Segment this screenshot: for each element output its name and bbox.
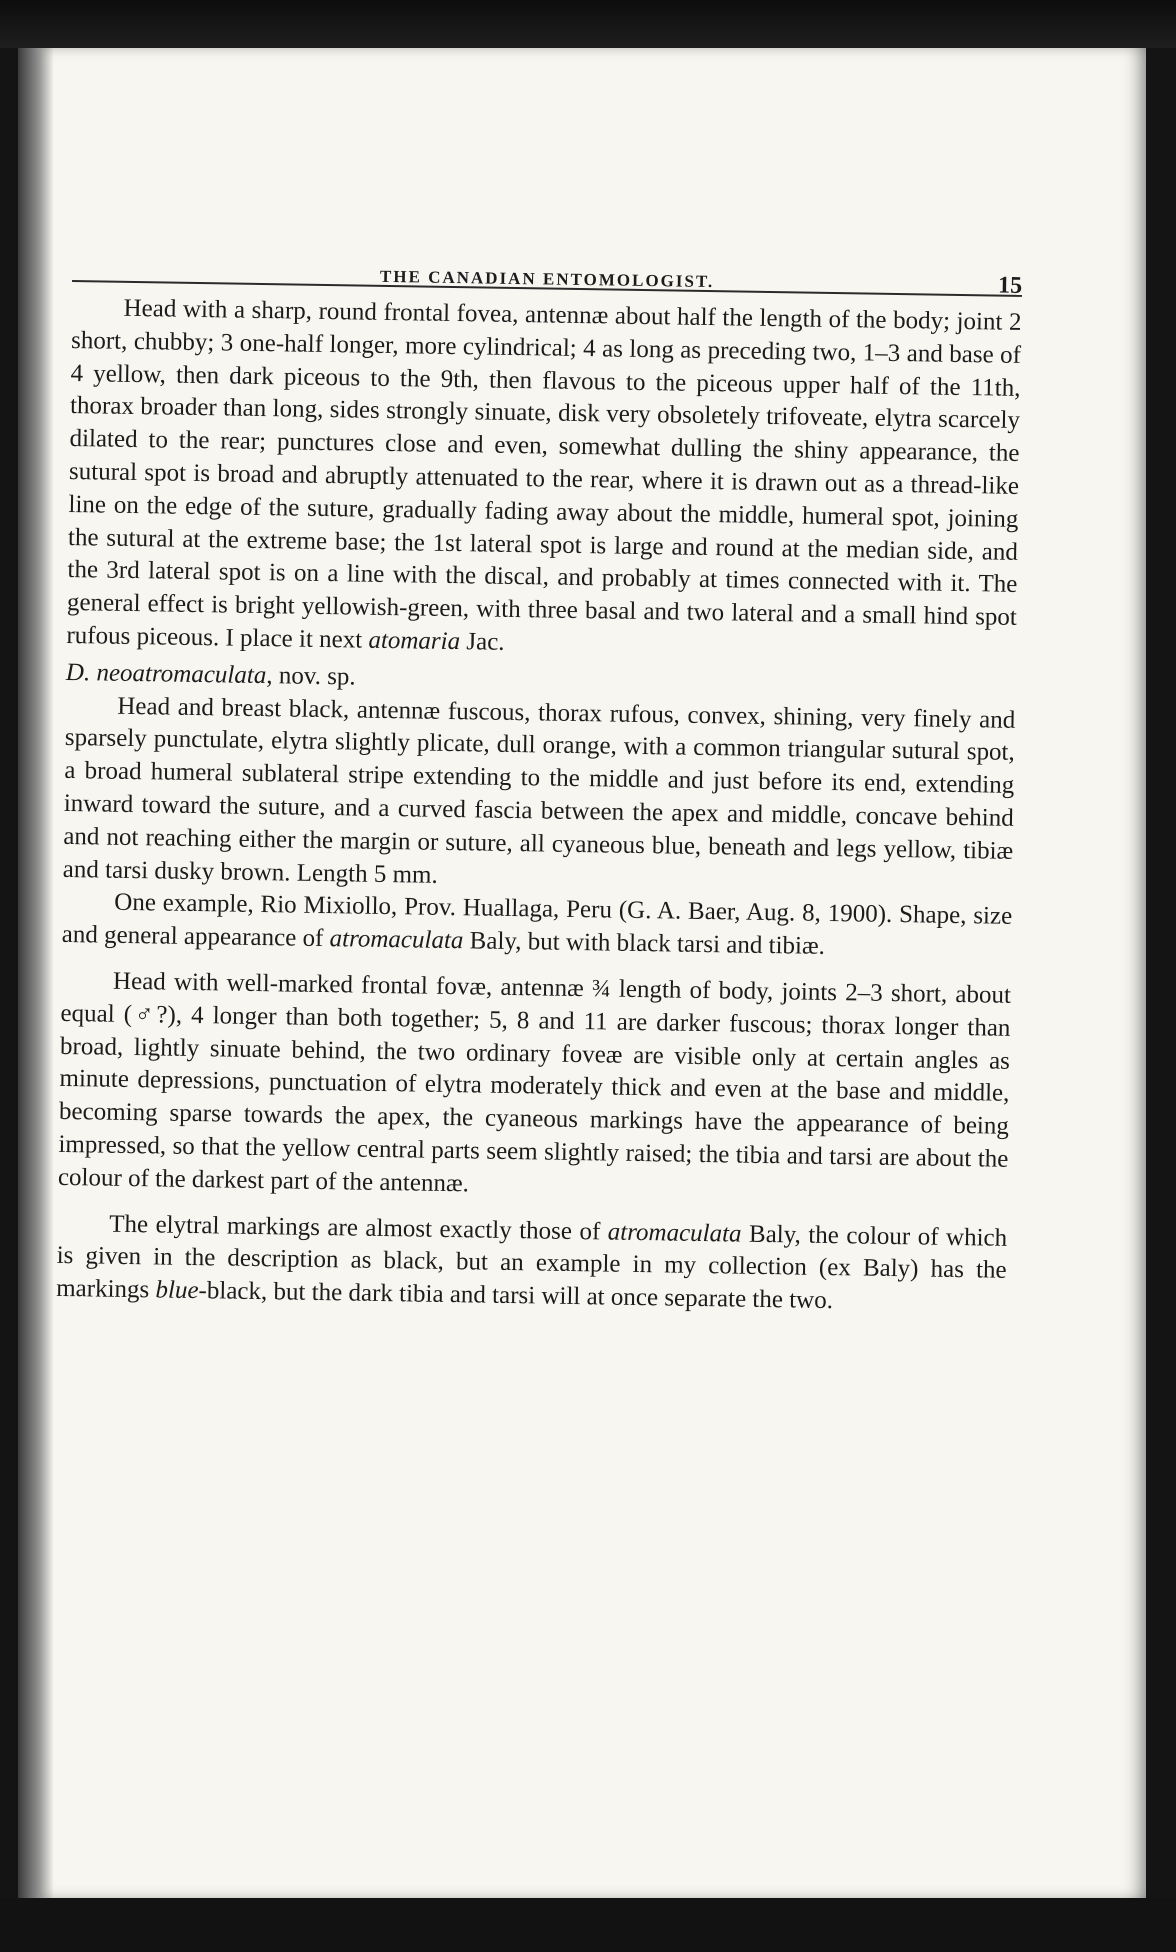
paragraph-text: Head with a sharp, round frontal fovea, antennæ about half the length of the body; joint 2 short, chubby; 3 one-half longer, more cylindrical; 4 as long as preceding two, 1–3 and base of 4 yellow, then dark piceous to the 9th, then flavous to the piceous upper half of the 11th, thorax broader than long, sides strongly sinuate, disk very obsoletely trifoveate, elytra scarcely dilated to the rear; punctures close and even, somewhat dulling the shiny appearance, the sutural spot is broad and abruptly attenuated to the rear, where it is drawn out as a thread-like line on the edge of the suture, gradually fading away about the middle, humeral spot, joining the sutural at the extreme base; the 1st lateral spot is large and round at the median side, and the 3rd lateral spot is on a line with the discal, and probably at times connected with it. The general effect is bright yellowish-green, with three basal and two lateral and a small hind spot rufous piceous. I place it next (66, 294, 1022, 654)
species-status: , nov. sp. (266, 661, 356, 691)
paragraph-description-continued (66, 292, 1022, 668)
page-number: 15 (997, 272, 1023, 299)
article-body (56, 282, 1022, 1321)
page-text-block (56, 220, 1023, 1321)
species-name-italic: atomaria (368, 626, 461, 656)
paragraph-text: Baly, but with black tarsi and tibiæ. (463, 927, 826, 961)
paragraph-species-description: Head and breast black, antennæ fuscous, thorax rufous, convex, shining, very finely and sparsely punctulate, elytra slightly plicate, dull orange, with a common triangular sutural spot, a broad humeral sublateral stripe extending to the middle and just before its end, extending inward toward the suture, and a curved fascia between the apex and middle, concave behind and not reaching either the margin or suture, all cyaneous blue, beneath and legs yellow, tibiæ and tarsi dusky brown. Length 5 mm. (62, 692, 1016, 889)
book-page (18, 48, 1146, 1898)
paragraph-text: Jac. (459, 628, 505, 656)
species-name-italic: atromaculata (329, 925, 464, 955)
page-gutter-shadow (18, 48, 54, 1898)
paragraph-text: One example, Rio Mixiollo, Prov. Huallaga, Peru (G. A. Baer, Aug. 8, 1900). Shape, size and general appearance of (61, 889, 1013, 953)
paragraph-elytral-markings (56, 1207, 1007, 1320)
paragraph-text: The elytral markings are almost exactly those of (109, 1210, 608, 1246)
paragraph-text: -black, but the dark tibia and tarsi will at once separate the two. (198, 1277, 834, 1315)
scan-top-border (0, 0, 1176, 48)
paragraph-head-description: Head with well-marked frontal fovæ, antennæ ¾ length of body, joints 2–3 short, about equal (♂?), 4 longer than both together; 5, 8 and 11 are darker fuscous; thorax longer than broad, lightly sinuate behind, the two ordinary foveæ are visible only at certain angles as minute depressions, punctuation of elytra moderately thick and even at the base and middle, becoming sparse towards the apex, the cyaneous markings have the appearance of being impressed, so that the yellow central parts seem slightly raised; the tibia and tarsi are about the colour of the darkest part of the antennæ. (57, 967, 1012, 1198)
genus-abbrev: D. (65, 658, 91, 687)
colour-word-italic: blue (155, 1276, 199, 1305)
paragraph-text: Baly, the colour of which is given in the description as black, but an example in my collection (ex Baly) has the markings (56, 1220, 1008, 1304)
scan-bottom-border (0, 1898, 1176, 1952)
paragraph-type-locality (62, 886, 1013, 967)
species-name-italic: atromaculata (607, 1218, 742, 1248)
journal-title: THE CANADIAN ENTOMOLOGIST. (379, 266, 715, 292)
species-name: neoatromaculata (96, 659, 267, 689)
